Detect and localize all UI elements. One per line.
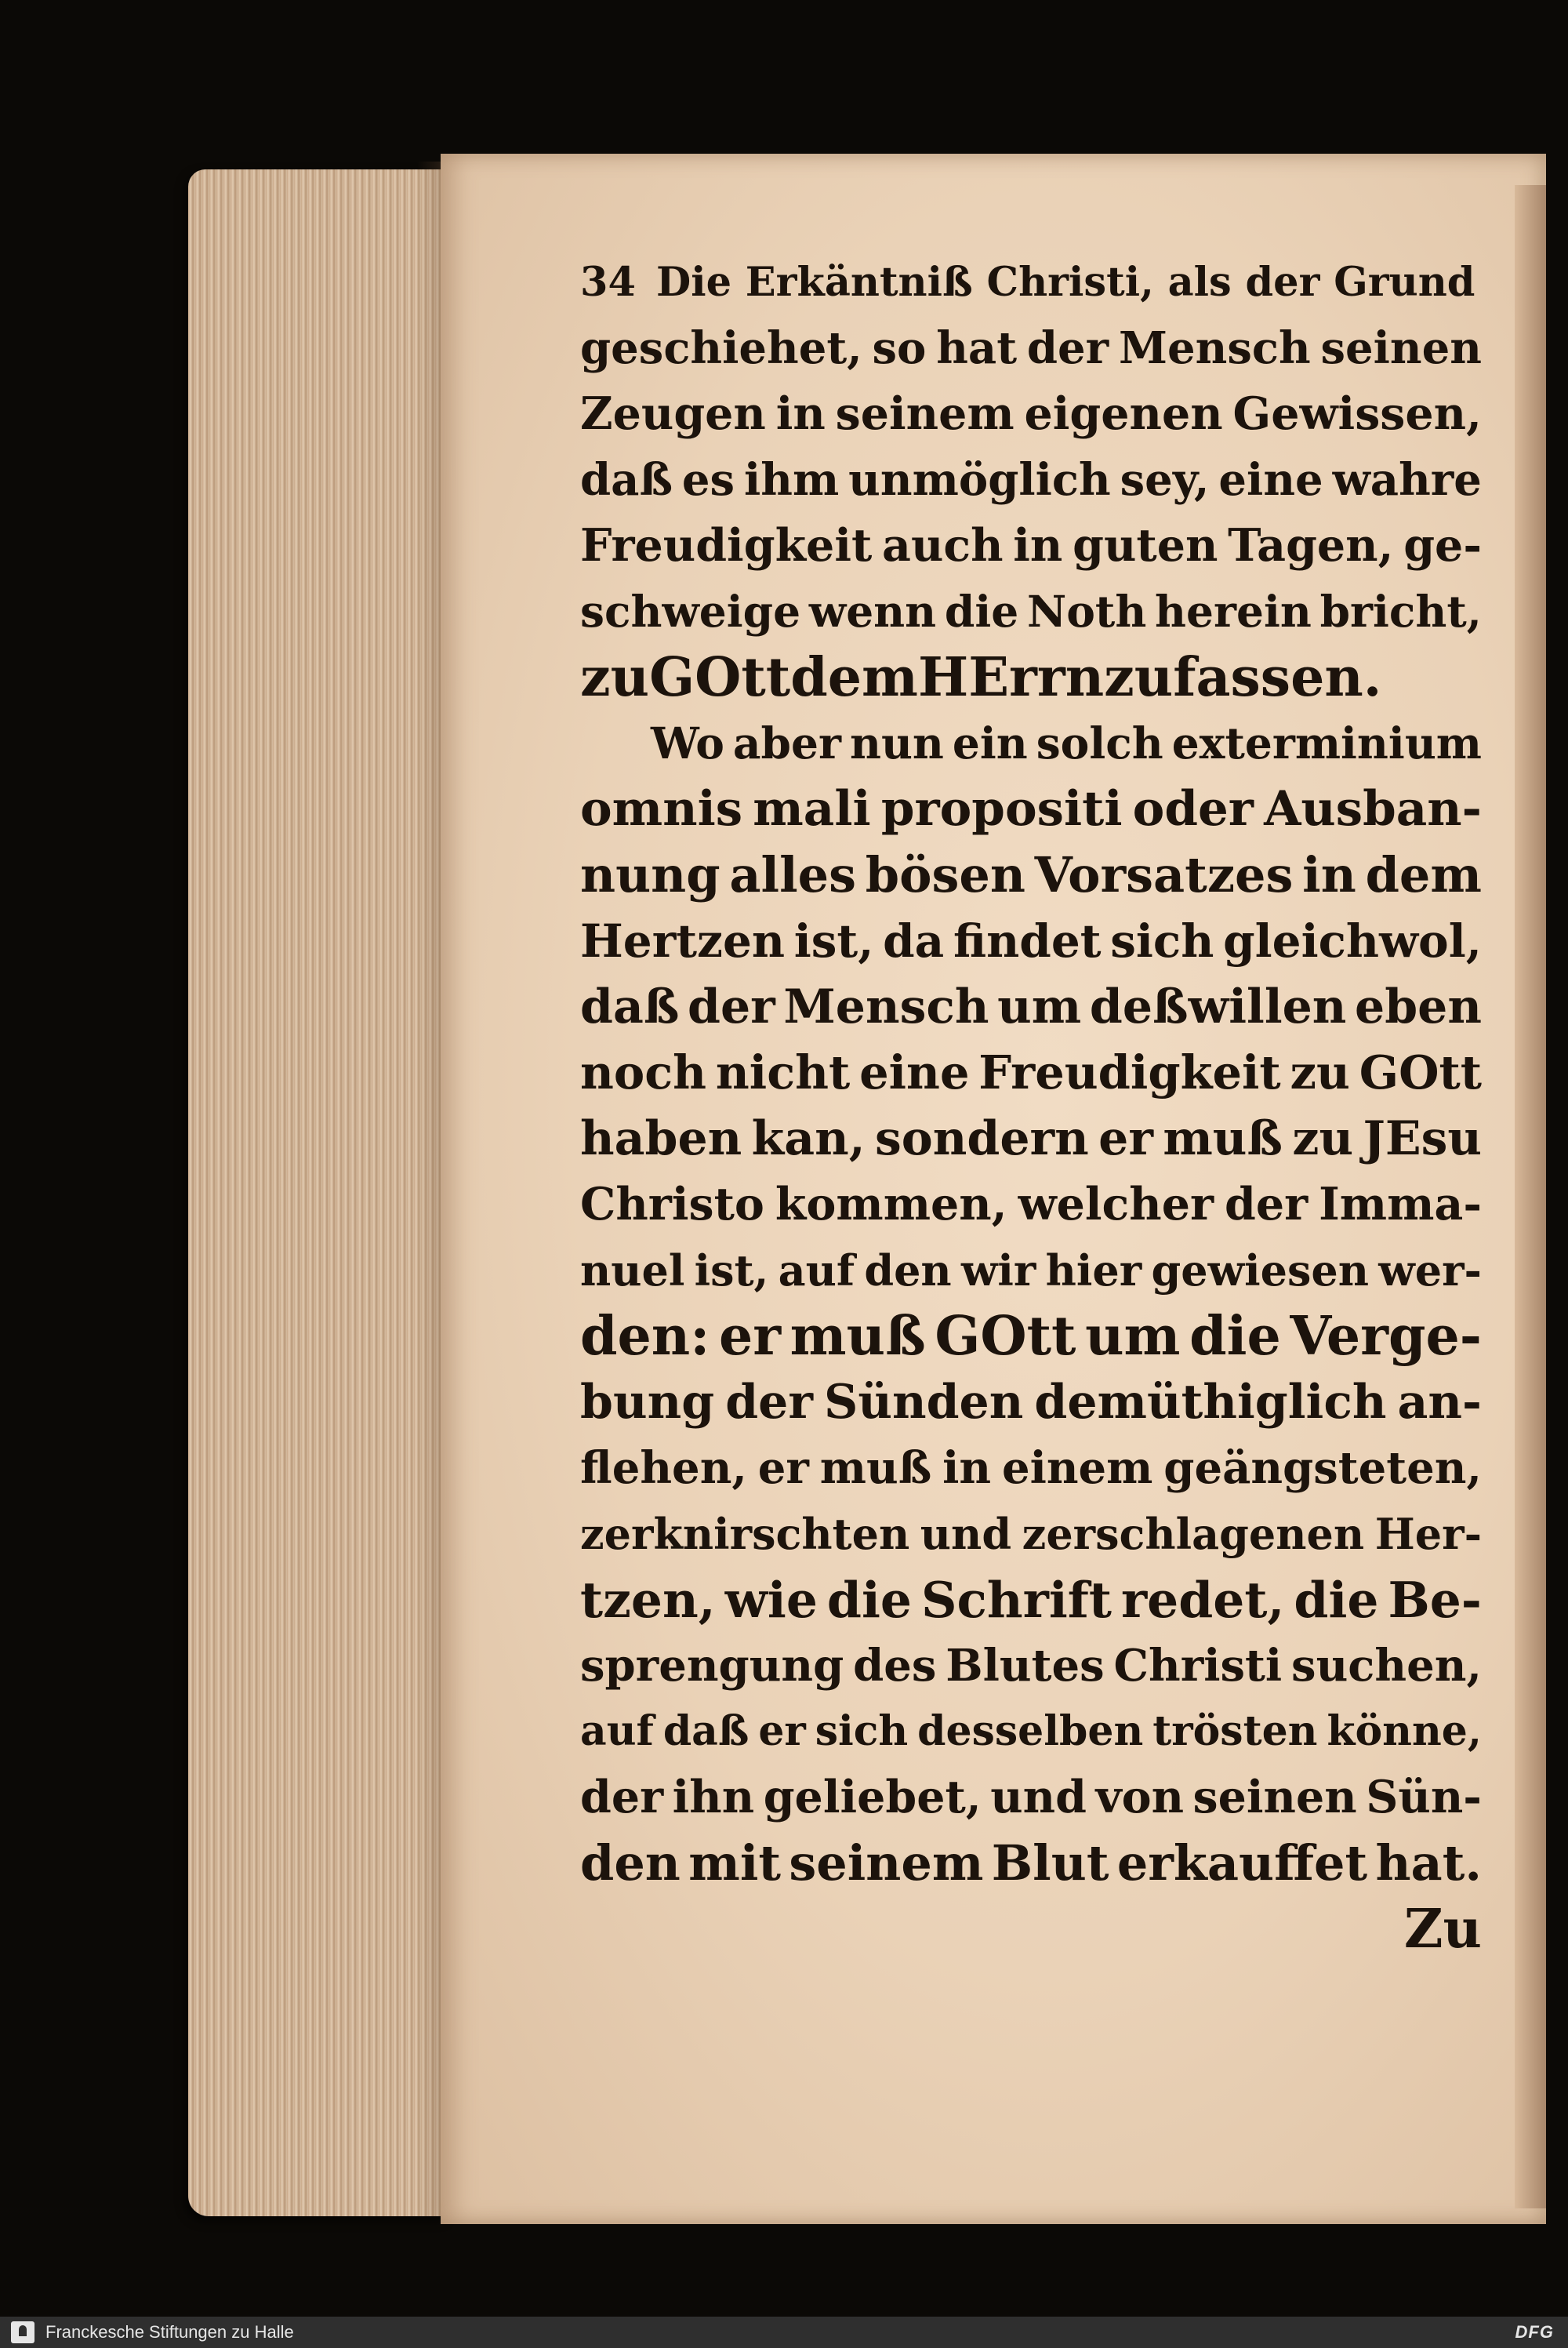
text-line — [580, 513, 1482, 579]
word: zerknirschten — [580, 1509, 910, 1559]
word: die — [826, 1571, 912, 1629]
word: Sün- — [1366, 1771, 1482, 1823]
word: ge- — [1403, 519, 1482, 572]
word: desselben — [917, 1707, 1144, 1755]
word: zu — [1104, 646, 1174, 709]
word: ist, — [793, 914, 874, 968]
word: flehen, — [580, 1442, 747, 1494]
word: Blut — [991, 1834, 1109, 1892]
word: aber — [732, 718, 841, 769]
word: Hertzen — [580, 914, 786, 968]
word: daß — [662, 1707, 750, 1755]
word: nung — [580, 846, 720, 903]
text-line — [580, 711, 1482, 776]
word: den — [864, 1245, 952, 1296]
word: geschiehet, — [580, 322, 862, 374]
word: demüthiglich — [1034, 1375, 1387, 1430]
word: Be- — [1388, 1571, 1482, 1629]
word: hat. — [1375, 1834, 1482, 1892]
text-line — [580, 1633, 1482, 1699]
word: er — [1098, 1111, 1153, 1166]
text-line — [580, 1501, 1482, 1567]
word: hat — [936, 322, 1018, 374]
page-number: 34 — [580, 259, 636, 306]
word: deßwillen — [1089, 980, 1347, 1034]
word: eben — [1355, 980, 1482, 1034]
word: einem — [1001, 1442, 1153, 1494]
word: um — [997, 980, 1082, 1034]
word: Wo — [651, 718, 724, 769]
word: den: — [580, 1305, 710, 1368]
word: schweige — [580, 586, 801, 637]
word: wir — [960, 1245, 1036, 1296]
running-head: Die Erkäntniß Christi, als der Grund — [655, 259, 1475, 306]
word: nuel — [580, 1245, 685, 1296]
word: seinen — [1320, 322, 1482, 374]
word: findet — [953, 914, 1102, 968]
word: die — [1189, 1305, 1281, 1368]
word: redet, — [1120, 1571, 1285, 1629]
word: sich — [1110, 914, 1214, 968]
word: wer- — [1378, 1245, 1482, 1296]
word: Her- — [1374, 1509, 1482, 1559]
word: seinen — [1192, 1771, 1357, 1823]
word: zu — [1290, 1045, 1350, 1099]
text-line — [580, 447, 1482, 513]
word: dem — [1365, 846, 1482, 903]
word: die — [1294, 1571, 1379, 1629]
word: seinem — [789, 1834, 984, 1892]
word: den — [580, 1834, 681, 1892]
word: alles — [729, 846, 856, 903]
word: Schrift — [920, 1571, 1112, 1629]
word: eigenen — [1024, 387, 1223, 440]
text-line — [580, 645, 1482, 711]
word: Noth — [1026, 586, 1147, 637]
word: fassen. — [1173, 646, 1382, 709]
word: in — [1302, 846, 1356, 903]
word: noch — [580, 1045, 707, 1099]
word: Ausban- — [1264, 781, 1482, 837]
institution-name: Franckesche Stiftungen zu Halle — [45, 2322, 294, 2342]
word: erkauffet — [1116, 1834, 1368, 1892]
word: propositi — [880, 781, 1123, 837]
gutter — [1515, 185, 1546, 2208]
word: seinem — [835, 387, 1014, 440]
word: sich — [815, 1707, 909, 1755]
word: so — [872, 322, 927, 374]
word: der — [725, 1375, 813, 1430]
word: Blutes — [946, 1640, 1105, 1692]
word: Christo — [580, 1178, 764, 1230]
word: muß — [1163, 1111, 1283, 1166]
word: Sünden — [824, 1375, 1024, 1430]
word: ihn — [672, 1771, 755, 1823]
word: wenn — [808, 586, 937, 637]
word: herein — [1155, 586, 1312, 637]
word: bösen — [865, 846, 1025, 903]
word: Verge- — [1290, 1305, 1482, 1368]
word: wahre — [1332, 454, 1482, 506]
word: es — [681, 454, 735, 506]
word: gewiesen — [1151, 1245, 1369, 1296]
word: ein — [952, 718, 1028, 769]
word: in — [1013, 519, 1063, 572]
attribution-bar — [0, 2317, 1568, 2348]
word: Christi — [1113, 1640, 1283, 1692]
text-line — [580, 1699, 1482, 1765]
word: eine — [859, 1045, 970, 1099]
word: haben — [580, 1111, 742, 1166]
text-line — [580, 1303, 1482, 1369]
word: dem — [790, 646, 918, 709]
word: die — [944, 586, 1019, 637]
word: guten — [1073, 519, 1218, 572]
word: des — [853, 1640, 937, 1692]
word: auch — [882, 519, 1004, 572]
word: zu — [1292, 1111, 1354, 1166]
word: bung — [580, 1375, 715, 1430]
word: muß — [819, 1442, 932, 1494]
page-text — [580, 249, 1482, 1962]
word: in — [775, 387, 826, 440]
text-line — [580, 315, 1482, 381]
word: auf — [778, 1245, 855, 1296]
text-line — [580, 1106, 1482, 1172]
word: um — [1085, 1305, 1181, 1368]
word: da — [883, 914, 945, 968]
word: hier — [1045, 1245, 1142, 1296]
word: daß — [580, 454, 673, 506]
word: Mensch — [783, 980, 989, 1034]
text-line — [580, 974, 1482, 1040]
institution-logo-icon — [11, 2321, 34, 2343]
catchword-line — [580, 1896, 1482, 1962]
word: mali — [753, 781, 871, 837]
word: in — [942, 1442, 992, 1494]
word: daß — [580, 980, 680, 1034]
word: oder — [1132, 781, 1254, 837]
word: der — [1026, 322, 1109, 374]
header-line — [580, 249, 1482, 315]
word: GOtt — [1359, 1045, 1482, 1099]
word: sey, — [1120, 454, 1210, 506]
word: JEsu — [1363, 1111, 1482, 1166]
word: Tagen, — [1228, 519, 1394, 572]
word: könne, — [1327, 1707, 1482, 1755]
word: geliebet, — [763, 1771, 982, 1823]
text-line — [580, 1369, 1482, 1435]
dfg-logo: DFG — [1515, 2322, 1554, 2342]
word: HErrn — [917, 646, 1105, 709]
page-block-edges — [188, 169, 447, 2216]
word: Gewissen, — [1232, 387, 1482, 440]
word: eine — [1218, 454, 1323, 506]
word: er — [758, 1707, 806, 1755]
text-line — [580, 842, 1482, 908]
word: gleichwol, — [1223, 914, 1482, 968]
word: der — [688, 980, 775, 1034]
word: muß — [789, 1305, 926, 1368]
word: Freudigkeit — [978, 1045, 1281, 1099]
word: welcher — [1018, 1178, 1214, 1230]
word: wie — [724, 1571, 818, 1629]
word: sondern — [874, 1111, 1089, 1166]
word: GOtt — [935, 1305, 1076, 1368]
word: unmöglich — [848, 454, 1111, 506]
word: GOtt — [649, 646, 791, 709]
word: suchen, — [1291, 1640, 1482, 1692]
word: kommen, — [775, 1178, 1007, 1230]
word: und — [920, 1509, 1012, 1559]
word: exterminium — [1171, 718, 1482, 769]
word: Vorsatzes — [1034, 846, 1294, 903]
word: auf — [580, 1707, 654, 1755]
text-line — [580, 1238, 1482, 1303]
word: tzen, — [580, 1571, 716, 1629]
text-line — [580, 1435, 1482, 1501]
word: mit — [688, 1834, 782, 1892]
word: zerschlagenen — [1022, 1509, 1365, 1559]
word: der — [1224, 1178, 1308, 1230]
text-line — [580, 1765, 1482, 1830]
word: ihm — [744, 454, 840, 506]
word: geängsteten, — [1163, 1442, 1482, 1494]
word: ist, — [694, 1245, 769, 1296]
word: Imma- — [1319, 1178, 1482, 1230]
word: der — [580, 1771, 664, 1823]
word: solch — [1036, 718, 1163, 769]
text-line — [580, 908, 1482, 974]
word: von — [1095, 1771, 1185, 1823]
text-line — [580, 381, 1482, 447]
word: sprengung — [580, 1640, 844, 1692]
text-line — [580, 776, 1482, 842]
word: nun — [849, 718, 944, 769]
text-line — [580, 579, 1482, 645]
word: er — [757, 1442, 809, 1494]
text-line — [580, 1172, 1482, 1238]
word: omnis — [580, 781, 743, 837]
word: nicht — [715, 1045, 851, 1099]
word: Mensch — [1118, 322, 1311, 374]
text-line — [580, 1830, 1482, 1896]
catchword: Zu — [1403, 1898, 1482, 1961]
word: er — [718, 1305, 782, 1368]
text-line — [580, 1567, 1482, 1633]
word: zu — [580, 646, 650, 709]
word: trösten — [1152, 1707, 1318, 1755]
word: kan, — [751, 1111, 866, 1166]
word: Zeugen — [580, 387, 766, 440]
word: an- — [1397, 1375, 1482, 1430]
text-line — [580, 1040, 1482, 1106]
word: bricht, — [1319, 586, 1482, 637]
word: und — [990, 1771, 1087, 1823]
word: Freudigkeit — [580, 519, 873, 572]
